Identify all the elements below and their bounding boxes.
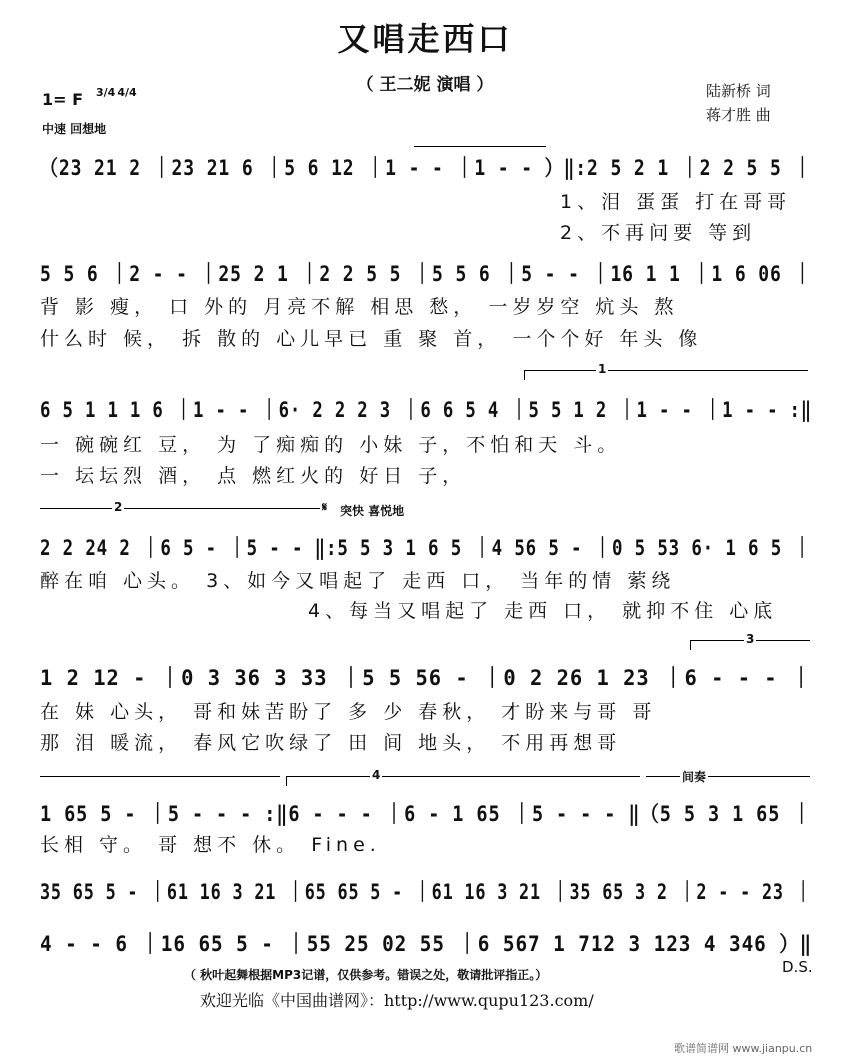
notation-row-4: 2 2 24 2 ｜6 5 - ｜5 - - ‖:5 5 3 1 6 5 ｜4 56 5 - ｜0 5 53 6· 1 6 5 ｜: [40, 536, 812, 560]
watermark: 歌谱简谱网 www.jianpu.cn: [674, 1042, 813, 1055]
notation-row-3: 6 5 1 1 1 6 ｜1 - - ｜6· 2 2 2 3 ｜6 6 5 4 ｜5 5 1 2 ｜1 - - ｜1 - - :‖: [40, 398, 813, 422]
tempo-marking: 中速 回想地: [42, 122, 107, 136]
lyrics-row-5-verse-2: 那 泪 暖流， 春风它吹绿了 田 间 地头， 不用再想哥: [40, 732, 622, 754]
singer-credit: （ 王二妮 演唱 ）: [356, 75, 494, 95]
tempo-change: 突快 喜悦地: [340, 504, 405, 518]
key-signature: 1= F: [42, 90, 84, 109]
meter-4-4-label: 4/4: [117, 86, 137, 99]
notation-row-1: （23 21 2 ｜23 21 6 ｜5 6 12 ｜1 - - ｜1 - - ）‖:2 5 2 1 ｜2 2 5 5 ｜: [40, 156, 813, 180]
lyrics-row-1-verse-1: 1、泪 蛋蛋 打在哥哥: [560, 191, 792, 213]
meter-3-4-label: 3/4: [96, 86, 116, 99]
lyrics-row-1-verse-2: 2、不再问要 等到: [560, 222, 757, 244]
volta-bracket-2: [40, 508, 320, 509]
volta-bracket-3-edge: [690, 640, 691, 650]
lyrics-row-4-verse-1: 醉在咱 心头。 3、如今又唱起了 走西 口， 当年的情 萦绕: [40, 570, 676, 592]
volta-label-3: 3: [746, 632, 755, 646]
page-title: 又唱走西口: [337, 20, 513, 58]
tie-arc: [414, 146, 546, 147]
volta-bracket-1: [524, 370, 808, 371]
segno-icon: 𝄋: [322, 500, 328, 514]
volta-bracket-4-edge: [286, 776, 287, 786]
meter-4-4: [116, 86, 138, 99]
interlude-bracket: [646, 776, 810, 777]
lyrics-row-3-verse-2: 一 坛坛烈 酒， 点 燃红火的 好日 子，: [40, 465, 467, 487]
lyrics-row-2-verse-1: 背 影 瘦， 口 外的 月亮不解 相思 愁， 一岁岁空 炕头 熬: [40, 296, 679, 318]
lyrics-row-2-verse-2: 什么时 候， 拆 散的 心儿早已 重 聚 首， 一个个好 年头 像: [40, 328, 703, 350]
meter-3-4: [96, 86, 116, 99]
volta-bracket-1-edge: [524, 370, 525, 380]
lyrics-row-6-verse-1: 长相 守。 哥 想不 休。 Fine.: [40, 834, 381, 856]
notation-row-2: 5 5 6 ｜2 - - ｜25 2 1 ｜2 2 5 5 ｜5 5 6 ｜5 - - ｜16 1 1 ｜1 6 06 ｜: [40, 262, 813, 286]
interlude-label: 间奏: [682, 770, 707, 784]
volta-bracket-4: [286, 776, 640, 777]
volta-label-1: 1: [598, 362, 607, 376]
transcriber-note: （ 秋叶起舞根据MP3记谱，仅供参考。错误之处，敬请批评指正。）: [184, 968, 548, 982]
lyrics-row-5-verse-1: 在 妹 心头， 哥和妹苦盼了 多 少 春秋， 才盼来与哥 哥: [40, 701, 657, 723]
notation-row-8: 4 - - 6 ｜16 65 5 - ｜55 25 02 55 ｜6 567 1 712 3 123 4 346 ）‖: [40, 932, 813, 956]
notation-row-6: 1 65 5 - ｜5 - - - :‖6 - - - ｜6 - 1 65 ｜5 - - - ‖（5 5 3 1 65 ｜: [40, 802, 812, 826]
notation-row-7: 35 65 5 - ｜61 16 3 21 ｜65 65 5 - ｜61 16 3 21 ｜35 65 3 2 ｜2 - - 23 ｜: [40, 880, 813, 904]
lyricist: 陆新桥 词: [706, 82, 771, 100]
volta-bracket-3-cont: [40, 776, 280, 777]
dal-segno-mark: D.S.: [782, 958, 813, 976]
site-credit: 欢迎光临《中国曲谱网》：http://www.qupu123.com/: [200, 991, 594, 1010]
composer: 蒋才胜 曲: [706, 106, 771, 124]
lyrics-row-4-verse-2: 4、每当又唱起了 走西 口， 就抑不住 心底: [308, 600, 778, 622]
notation-row-5: 1 2 12 - ｜0 3 36 3 33 ｜5 5 56 - ｜0 2 26 1 23 ｜6 - - - ｜: [40, 666, 813, 690]
lyrics-row-3-verse-1: 一 碗碗红 豆， 为 了痴痴的 小妹 子，不怕和天 斗。: [40, 434, 622, 456]
volta-label-4: 4: [372, 768, 381, 782]
volta-label-2: 2: [114, 500, 123, 514]
